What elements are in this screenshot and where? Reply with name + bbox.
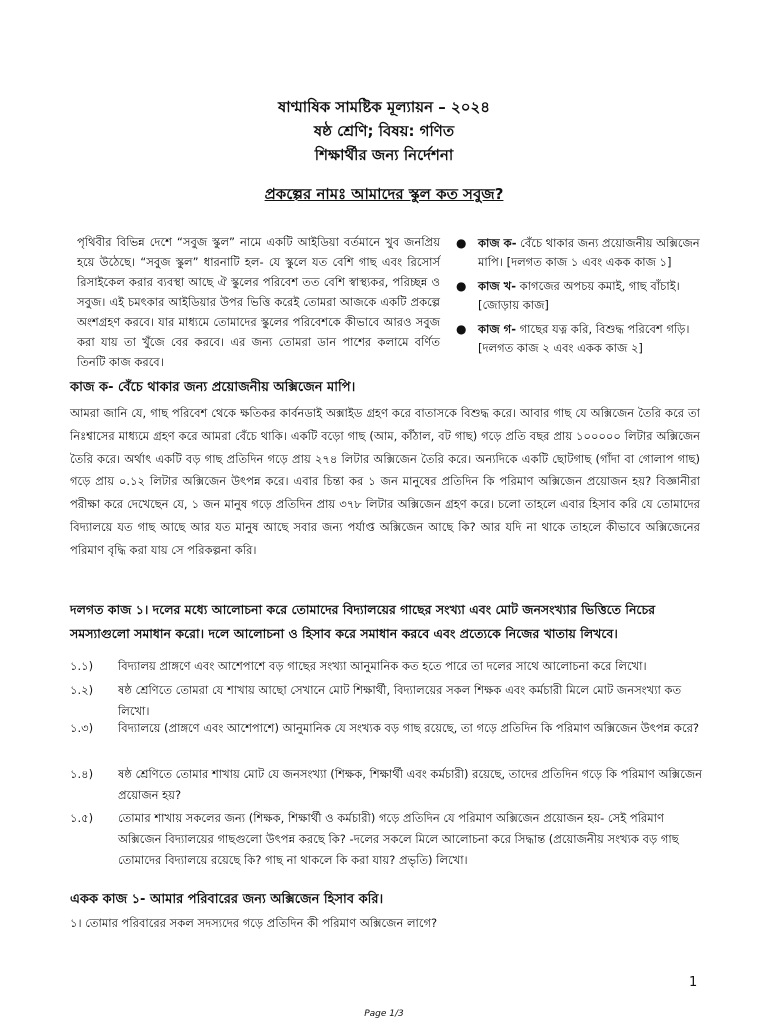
task-text: কাগজের অপচয় কমাই, গাছ বাঁচাই। [জোড়ায় কাজ]	[478, 279, 680, 312]
section-a-heading: কাজ ক- বেঁচে থাকার জন্য প্রয়োজনীয় অক্সিজেন মাপি।	[70, 380, 356, 395]
question-text: তোমার শাখায় সকলের জন্য (শিক্ষক, শিক্ষার্থী ও কর্মচারী) গড়ে প্রতিদিন যে পরিমাণ অক্সিজেন প্রয়োজন হয়- সেই পরিমাণ অক্সিজেন বিদ্যালয়ের গাছগুলো উৎপন্ন করছে কি? -দলের সকলে মিলে আলোচনা করে সিদ্ধান্ত (প্রয়োজনীয় সংখ্যক বড় গাছ তোমাদের বিদ্যালয়ে রয়েছে কি? গাছ না থাকলে কি করা যায়? প্রভৃতি) লিখো।	[118, 811, 679, 867]
bullet-icon: ●	[456, 322, 467, 336]
single-task-question: ১। তোমার পরিবারের সকল সদস্যদের গড়ে প্রতিদিন কী পরিমাণ অক্সিজেন লাগে?	[70, 916, 438, 930]
task-item	[456, 320, 700, 358]
question-text: ষষ্ঠ শ্রেণিতে তোমার শাখায় মোট যে জনসংখ্যা (শিক্ষক, শিক্ষার্থী এবং কর্মচারী) রয়েছে, তাদের প্রতিদিন গড়ে কি পরিমাণ অক্সিজেন প্রয়োজন হয়?	[118, 767, 702, 802]
bullet-icon: ●	[456, 236, 467, 250]
task-label: কাজ ক-	[478, 236, 517, 250]
class-subject: ষষ্ঠ শ্রেণি; বিষয়: গণিত	[313, 122, 455, 140]
group-task-heading: দলগত কাজ ১। দলের মধ্যে আলোচনা করে তোমাদের বিদ্যালয়ের গাছের সংখ্যা এবং মোট জনসংখ্যার ভিত্তিতে নিচের সমস্যাগুলো সমাধান করো। দলে আলোচনা ও হিসাব করে সমাধান করবে এবং প্রত্যেকে নিজের খাতায় লিখবে।	[70, 602, 656, 641]
section-a-body: আমরা জানি যে, গাছ পরিবেশ থেকে ক্ষতিকর কার্বনডাই অক্সাইড গ্রহণ করে বাতাসকে বিশুদ্ধ করে। আবার গাছ যে অক্সিজেন তৈরি করে তা নিঃশ্বাসের মাধ্যমে গ্রহণ করে আমরা বেঁচে থাকি। একটি বড়ো গাছ (আম, কাঁঠাল, বট গাছ) গড়ে প্রতি বছর প্রায় ১০০০০০ লিটার অক্সিজেন তৈরি করে। অর্থাৎ একটি বড় গাছ প্রতিদিন গড়ে প্রায় ২৭৪ লিটার অক্সিজেন তৈরি করে। অন্যদিকে একটি ছোটগাছ (গাঁদা বা গোলাপ গাছ) গড়ে প্রায় ০.১২ লিটার অক্সিজেন উৎপন্ন করে। এবার চিন্তা কর ১ জন মানুষের প্রতিদিন কি পরিমাণ অক্সিজেন প্রয়োজন হয়? বিজ্ঞানীরা পরীক্ষা করে দেখেছেন যে, ১ জন মানুষ গড়ে প্রতিদিন প্রায় ৩৭৮ লিটার অক্সিজেন গ্রহণ করে। চলো তাহলে এবার হিসাব করি যে তোমাদের বিদ্যালয়ে যত গাছ আছে আর যত মানুষ আছে সবার জন্য পর্যাপ্ত অক্সিজেন আছে কি? আর যদি না থাকে তাহলে কীভাবে অক্সিজেনের পরিমাণ বৃদ্ধি করা যায় সে পরিকল্পনা করি।	[70, 406, 700, 557]
question-number: ১.২)	[70, 683, 94, 697]
page-number: 1	[689, 975, 698, 990]
single-task-heading: একক কাজ ১- আমার পরিবারের জন্য অক্সিজেন হিসাব করি।	[70, 892, 384, 907]
instruction-title: শিক্ষার্থীর জন্য নির্দেশনা	[314, 146, 454, 164]
task-text: বেঁচে থাকার জন্য প্রয়োজনীয় অক্সিজেন মাপি। [দলগত কাজ ১ এবং একক কাজ ১]	[478, 236, 700, 269]
task-label: কাজ গ-	[478, 322, 516, 336]
project-title: প্রকল্পের নামঃ আমাদের স্কুল কত সবুজ?	[264, 185, 504, 203]
task-label: কাজ খ-	[478, 279, 516, 293]
bullet-icon: ●	[456, 279, 467, 293]
question-text: বিদ্যালয় প্রাঙ্গণে এবং আশেপাশে বড় গাছের সংখ্যা আনুমানিক কত হতে পারে তা দলের সাথে আলোচনা করে লিখো।	[118, 659, 647, 673]
question-number: ১.১)	[70, 659, 94, 673]
question-number: ১.৫)	[70, 811, 94, 825]
intro-paragraph: পৃথিবীর বিভিন্ন দেশে “সবুজ স্কুল” নামে একটি আইডিয়া বর্তমানে খুব জনপ্রিয় হয়ে উঠেছে। “সবুজ স্কুল” ধারনাটি হল- যে স্কুলে যত বেশি গাছ এবং রিসোর্স রিসাইকেল করার ব্যবস্থা আছে ঐ স্কুলের পরিবেশ তত বেশি স্বাস্থ্যকর, পরিচ্ছন্ন ও সবুজ। এই চমৎকার আইডিয়ার উপর ভিত্তি করেই তোমরা আজকে একটি প্রকল্পে অংশগ্রহণ করবে। যার মাধ্যমে তোমাদের স্কুলের পরিবেশকে কীভাবে আরও সবুজ করা যায় তা খুঁজে বের করবে। এর জন্য তোমরা ডান পাশের কলামে বর্ণিত তিনটি কাজ করবে।	[77, 235, 440, 369]
question-text: বিদ্যালয়ে (প্রাঙ্গণে এবং আশেপাশে) আনুমানিক যে সংখ্যক বড় গাছ রয়েছে, তা গড়ে প্রতিদিন কি পরিমাণ অক্সিজেন উৎপন্ন করে?	[118, 721, 700, 735]
exam-title: ষাণ্মাষিক সামষ্টিক মূল্যায়ন – ২০২৪	[278, 98, 490, 116]
task-item	[456, 277, 700, 315]
task-item	[456, 234, 700, 272]
question-text: ষষ্ঠ শ্রেণিতে তোমরা যে শাখায় আছো সেখানে মোট শিক্ষার্থী, বিদ্যালয়ের সকল শিক্ষক এবং কর্মচারী মিলে মোট জনসংখ্যা কত লিখো।	[118, 683, 682, 718]
page-footer: Page 1/3	[364, 1009, 404, 1019]
question-number: ১.৩)	[70, 721, 94, 735]
task-text: গাছের যত্ন করি, বিশুদ্ধ পরিবেশ গড়ি।[দলগত কাজ ২ এবং একক কাজ ২]	[478, 322, 690, 355]
question-number: ১.৪)	[70, 767, 94, 781]
document-header	[0, 95, 768, 167]
task-list	[456, 234, 700, 363]
